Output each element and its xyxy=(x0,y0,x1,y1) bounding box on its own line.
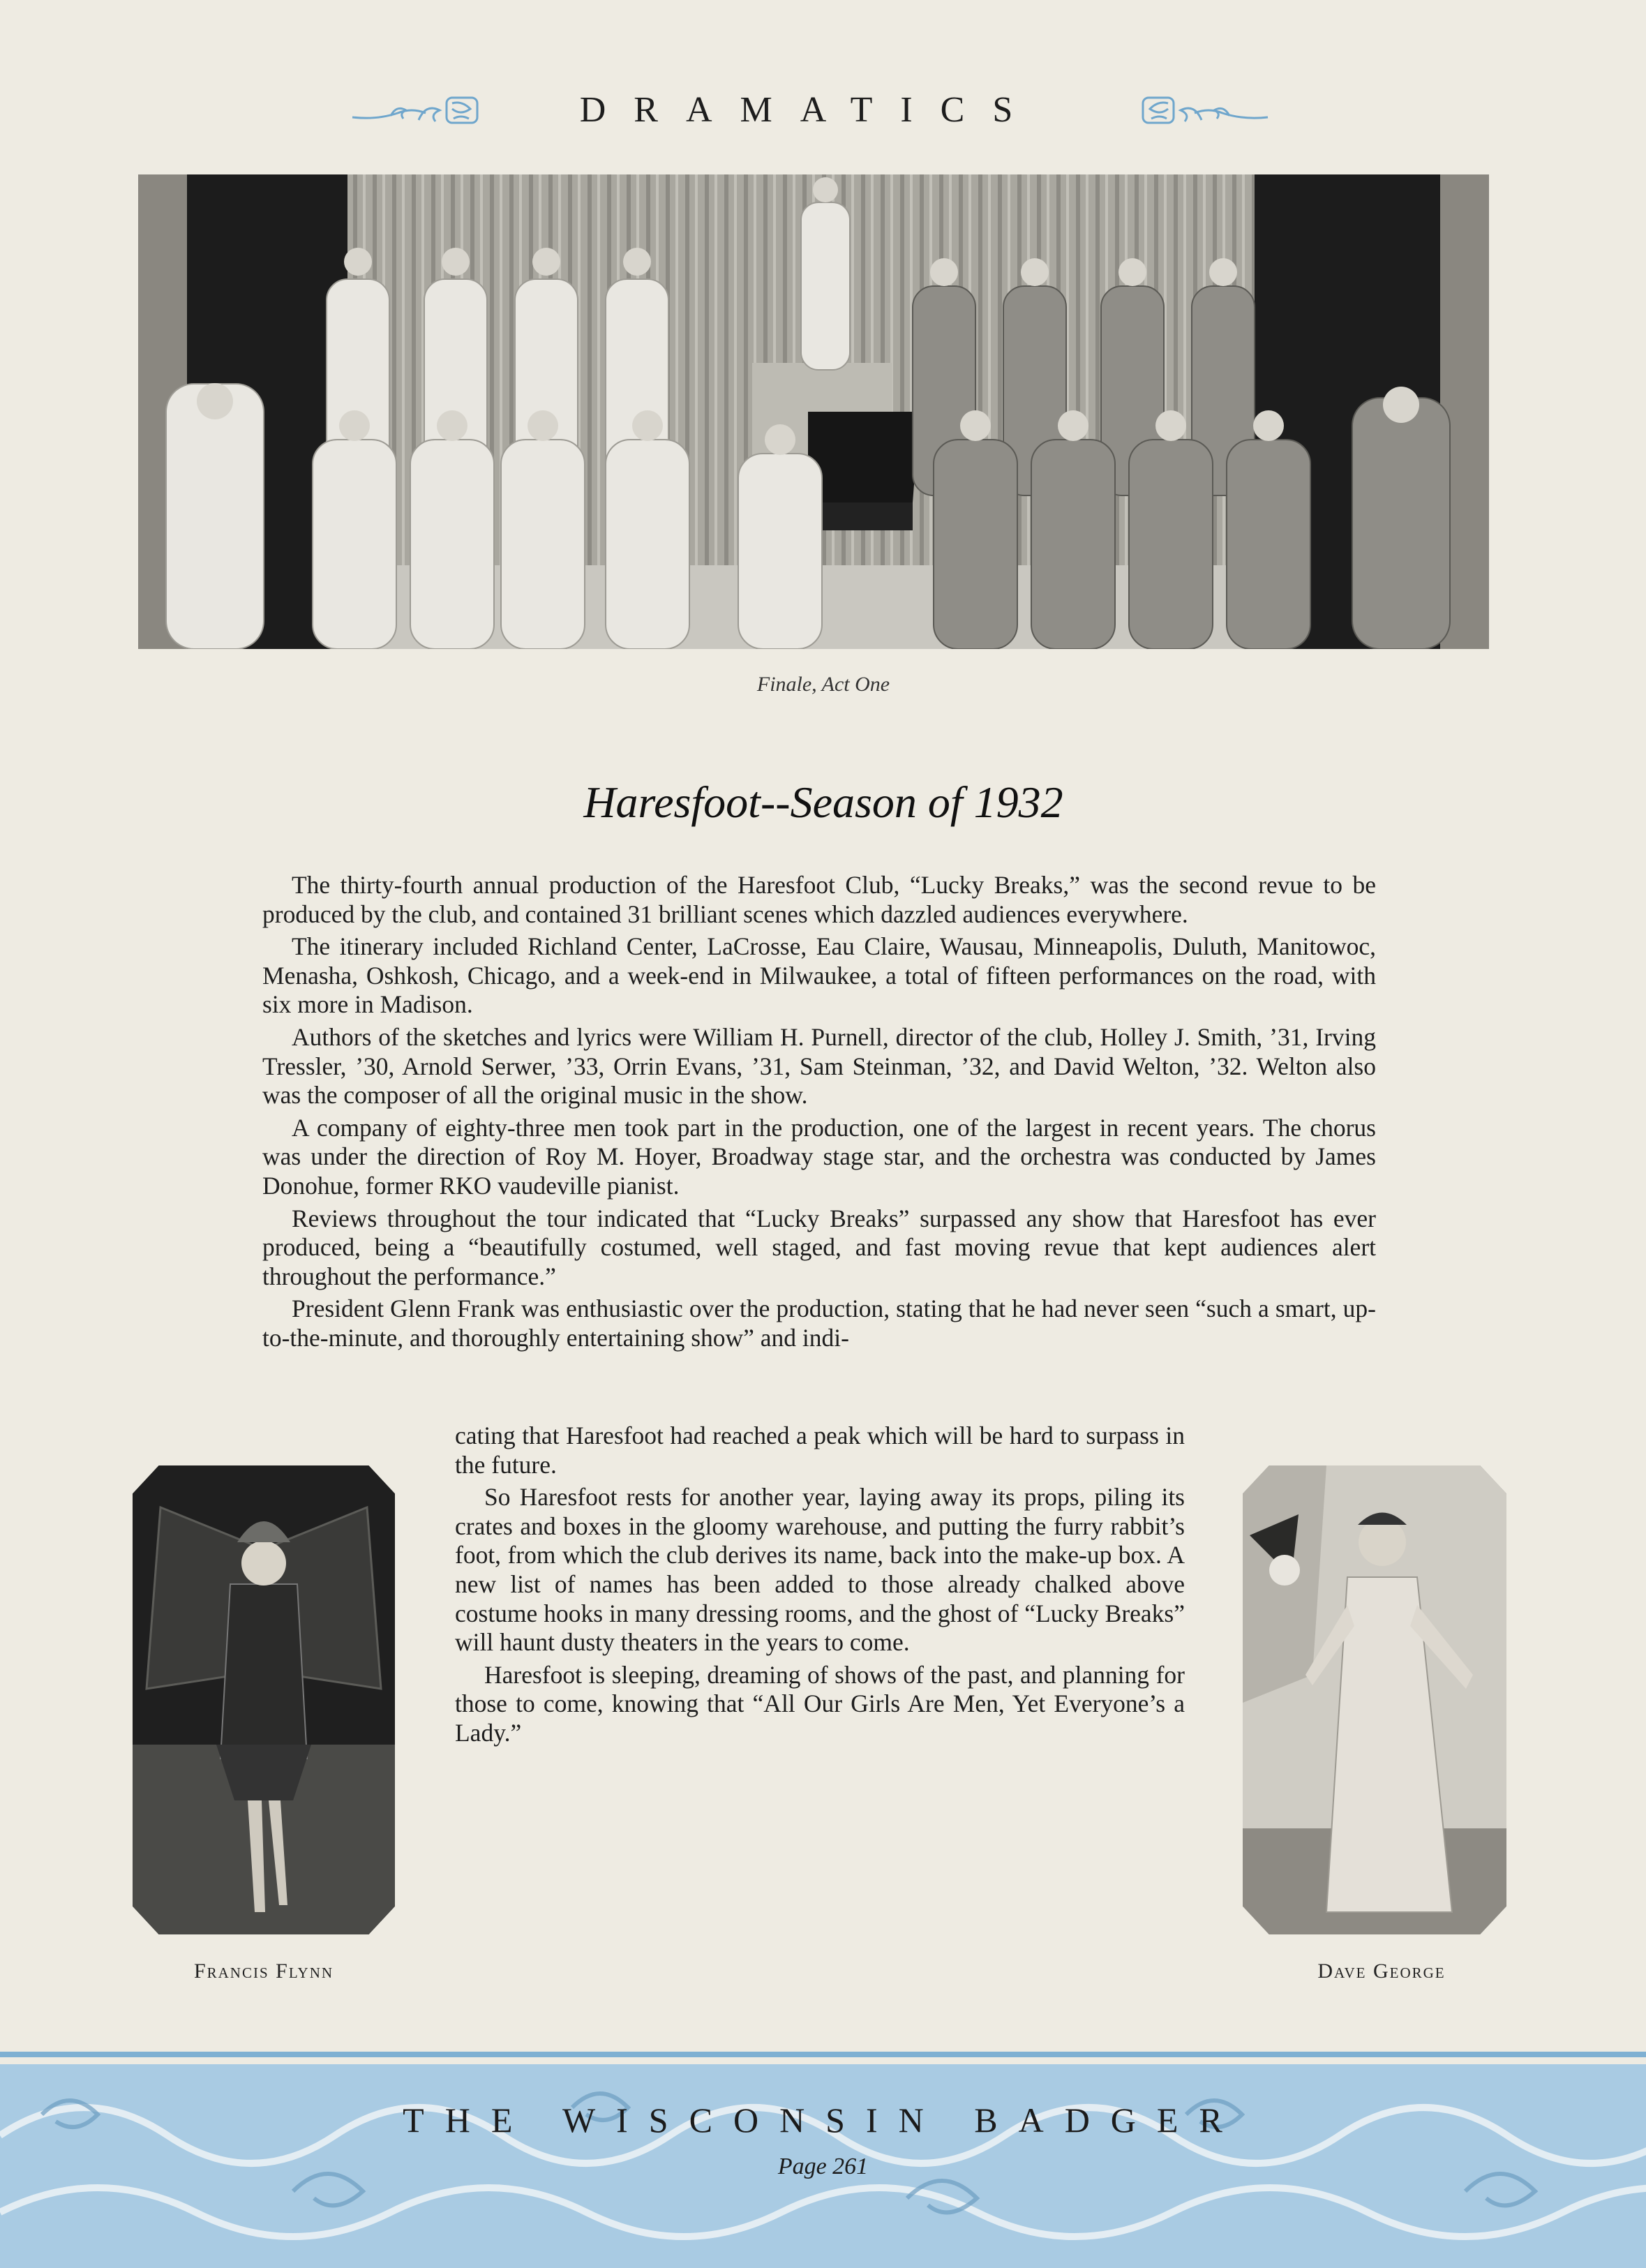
portrait-caption-right: Dave George xyxy=(1317,1960,1446,1983)
paragraph-continuation: cating that Haresfoot had reached a peak which will be hard to surpass in the future. xyxy=(455,1422,1185,1479)
finale-group-photo xyxy=(138,174,1489,649)
portrait-caption-left: Francis Flynn xyxy=(193,1960,334,1983)
article-body-narrow xyxy=(455,1422,1185,1752)
article-heading: Haresfoot--Season of 1932 xyxy=(583,777,1063,827)
left-scroll-ornament xyxy=(349,92,481,128)
paragraph: Authors of the sketches and lyrics were William H. Purnell, director of the club, Holley J. Smith, ’31, Irving Tressler, ’30, Arnold Serwer, ’33, Orrin Evans, ’31, Sam Steinman, ’32, and David Welton, ’32. Welton also was the composer of all the original music in the show. xyxy=(262,1022,1376,1110)
paragraph: The itinerary included Richland Center, LaCrosse, Eau Claire, Wausau, Minneapolis, Duluth, Manitowoc, Menasha, Oshkosh, Chicago, and a week-end in Milwaukee, a total of fifteen performances on the road, with six more in Madison. xyxy=(262,932,1376,1019)
article-body-wide xyxy=(262,871,1376,1357)
paragraph: The thirty-fourth annual production of the Haresfoot Club, “Lucky Breaks,” was the second revue to be produced by the club, and contained 31 brilliant scenes which dazzled audiences everywhere. xyxy=(262,871,1376,928)
page-number: Page 261 xyxy=(777,2154,869,2179)
paragraph: Reviews throughout the tour indicated that “Lucky Breaks” surpassed any show that Haresfoot has ever produced, being a “beautifully costumed, well staged, and fast moving revue that kept audiences alert throughout the performance.” xyxy=(262,1204,1376,1290)
right-scroll-ornament xyxy=(1139,92,1271,128)
paragraph: A company of eighty-three men took part in the production, one of the largest in recent years. The chorus was under the direction of Roy M. Hoyer, Broadway stage star, and the orchestra was conducted by James Donohue, former RKO vaudeville pianist. xyxy=(262,1113,1376,1200)
section-title: DRAMATICS xyxy=(579,90,1041,130)
photo-caption: Finale, Act One xyxy=(756,673,890,696)
dave-george-portrait xyxy=(1243,1465,1506,1934)
paragraph: So Haresfoot rests for another year, laying away its props, piling its crates and boxes in the gloomy warehouse, and putting the furry rabbit’s foot, from which the club derives its name, back into the make-up box. A new list of names has been added to those already chalked above costume hooks in many dressing rooms, and the ghost of “Lucky Breaks” will haunt dusty theaters in the years to come. xyxy=(455,1483,1185,1657)
francis-flynn-portrait xyxy=(133,1465,395,1934)
publication-title: THE WISCONSIN BADGER xyxy=(403,2101,1243,2140)
paragraph: President Glenn Frank was enthusiastic over the production, stating that he had never seen “such a smart, up-to-the-minute, and thoroughly entertaining show” and indi- xyxy=(262,1295,1376,1352)
paragraph: Haresfoot is sleeping, dreaming of shows of the past, and planning for those to come, knowing that “All Our Girls Are Men, Yet Everyone’s a Lady.” xyxy=(455,1660,1185,1747)
